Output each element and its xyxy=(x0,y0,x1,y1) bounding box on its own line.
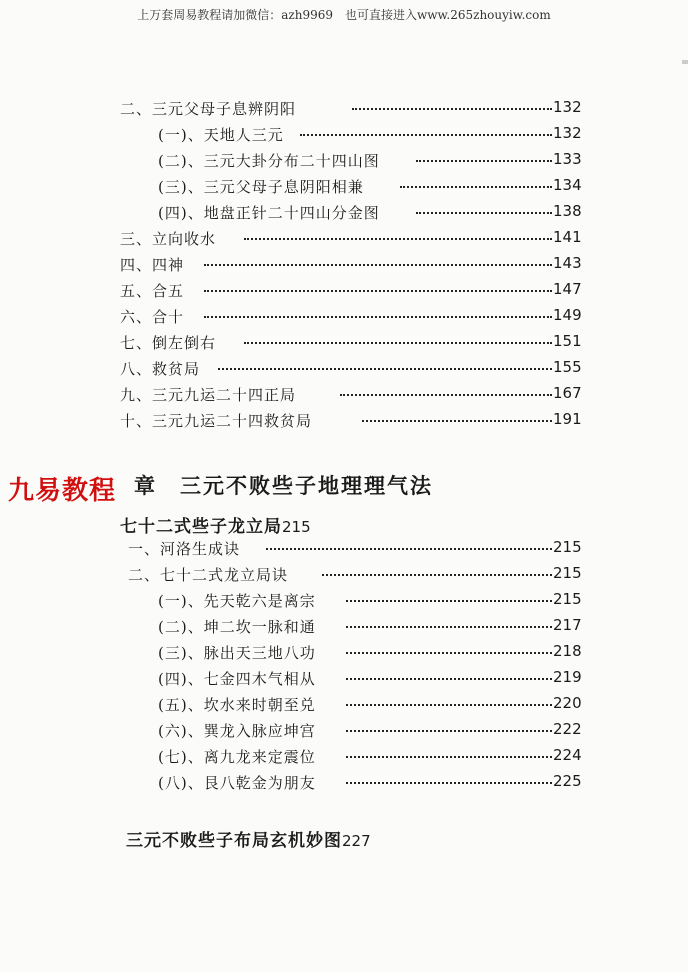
section-title-text: 三元不败些子布局玄机妙图 xyxy=(126,831,342,851)
toc-label: 十、三元九运二十四救贫局 xyxy=(120,412,313,430)
chapter-title: 章 三元不败些子地理理气法 xyxy=(134,474,433,498)
section-page: 227 xyxy=(342,832,371,850)
toc-page: 132 xyxy=(553,98,582,116)
toc-entry[interactable] xyxy=(0,642,688,664)
toc-entry[interactable] xyxy=(0,332,688,354)
toc-leader xyxy=(346,622,552,628)
toc-label: 二、三元父母子息辨阴阳 xyxy=(120,100,297,118)
toc-leader xyxy=(416,208,552,214)
toc-page: 222 xyxy=(553,720,582,738)
toc-label: 三、立向收水 xyxy=(120,230,217,248)
toc-leader xyxy=(266,544,552,550)
toc-page: 138 xyxy=(553,202,582,220)
toc-label: 四、四神 xyxy=(120,256,185,274)
toc-label: (六)、巽龙入脉应坤宫 xyxy=(158,722,316,740)
toc-entry[interactable] xyxy=(0,202,688,224)
toc-leader xyxy=(346,700,552,706)
toc-entry[interactable] xyxy=(0,668,688,690)
toc-entry[interactable] xyxy=(0,254,688,276)
toc-entry[interactable] xyxy=(0,150,688,172)
toc-label: 六、合十 xyxy=(120,308,185,326)
toc-page: 133 xyxy=(553,150,582,168)
toc-page: 220 xyxy=(553,694,582,712)
toc-page: 215 xyxy=(553,590,582,608)
toc-label: (一)、天地人三元 xyxy=(158,126,284,144)
toc-leader xyxy=(400,182,552,188)
toc-page: 218 xyxy=(553,642,582,660)
toc-leader xyxy=(204,312,552,318)
toc-entry[interactable] xyxy=(0,384,688,406)
toc-entry[interactable] xyxy=(0,772,688,794)
toc-entry[interactable] xyxy=(0,564,688,586)
toc-leader xyxy=(204,260,552,266)
page-header: 上万套周易教程请加微信：azh9969 也可直接进入www.265zhouyiw.com xyxy=(137,8,551,22)
toc-label: (二)、坤二坎一脉和通 xyxy=(158,618,316,636)
toc-entry[interactable] xyxy=(0,306,688,328)
toc-leader xyxy=(346,674,552,680)
toc-page: 191 xyxy=(553,410,582,428)
toc-page: 155 xyxy=(553,358,582,376)
toc-entry[interactable] xyxy=(0,124,688,146)
toc-label: (二)、三元大卦分布二十四山图 xyxy=(158,152,380,170)
toc-page: 141 xyxy=(553,228,582,246)
toc-entry[interactable] xyxy=(0,98,688,120)
toc-page: 167 xyxy=(553,384,582,402)
toc-label: 九、三元九运二十四正局 xyxy=(120,386,297,404)
toc-leader xyxy=(244,338,552,344)
toc-entry[interactable] xyxy=(0,280,688,302)
toc-entry[interactable] xyxy=(0,694,688,716)
toc-label: (八)、艮八乾金为朋友 xyxy=(158,774,316,792)
section-title xyxy=(126,826,371,851)
toc-leader xyxy=(416,156,552,162)
toc-leader xyxy=(346,778,552,784)
scan-edge-mark xyxy=(682,60,688,64)
toc-page: 215 xyxy=(553,564,582,582)
toc-label: (五)、坎水来时朝至兑 xyxy=(158,696,316,714)
toc-entry[interactable] xyxy=(0,720,688,742)
toc-entry[interactable] xyxy=(0,590,688,612)
section-title xyxy=(120,512,311,537)
toc-label: 五、合五 xyxy=(120,282,185,300)
toc-leader xyxy=(322,570,552,576)
toc-entry[interactable] xyxy=(0,746,688,768)
toc-leader xyxy=(346,596,552,602)
watermark-logo: 九易教程 xyxy=(8,476,117,506)
toc-page: 149 xyxy=(553,306,582,324)
section-title-text: 七十二式些子龙立局 xyxy=(120,517,282,537)
toc-label: 二、七十二式龙立局诀 xyxy=(128,566,289,584)
toc-entry[interactable] xyxy=(0,538,688,560)
toc-leader xyxy=(340,390,552,396)
toc-leader xyxy=(300,130,552,136)
toc-entry[interactable] xyxy=(0,228,688,250)
toc-label: (四)、地盘正针二十四山分金图 xyxy=(158,204,380,222)
toc-page: 132 xyxy=(553,124,582,142)
toc-leader xyxy=(346,648,552,654)
toc-label: (七)、离九龙来定震位 xyxy=(158,748,316,766)
toc-leader xyxy=(244,234,552,240)
toc-label: (三)、三元父母子息阴阳相兼 xyxy=(158,178,364,196)
toc-label: 七、倒左倒右 xyxy=(120,334,217,352)
toc-page: 143 xyxy=(553,254,582,272)
toc-entry[interactable] xyxy=(0,358,688,380)
toc-entry[interactable] xyxy=(0,176,688,198)
toc-entry[interactable] xyxy=(0,616,688,638)
toc-entry[interactable] xyxy=(0,410,688,432)
toc-leader xyxy=(218,364,552,370)
toc-page: 225 xyxy=(553,772,582,790)
toc-page: 134 xyxy=(553,176,582,194)
toc-page: 217 xyxy=(553,616,582,634)
toc-page: 151 xyxy=(553,332,582,350)
section-page: 215 xyxy=(282,518,311,536)
toc-page: 147 xyxy=(553,280,582,298)
toc-label: (四)、七金四木气相从 xyxy=(158,670,316,688)
toc-label: (一)、先天乾六是离宗 xyxy=(158,592,316,610)
toc-page: 215 xyxy=(553,538,582,556)
toc-leader xyxy=(346,726,552,732)
toc-label: 八、救贫局 xyxy=(120,360,201,378)
toc-label: 一、河洛生成诀 xyxy=(128,540,241,558)
toc-page: 219 xyxy=(553,668,582,686)
toc-leader xyxy=(204,286,552,292)
toc-leader xyxy=(362,416,552,422)
toc-leader xyxy=(346,752,552,758)
toc-page: 224 xyxy=(553,746,582,764)
toc-label: (三)、脉出天三地八功 xyxy=(158,644,316,662)
toc-leader xyxy=(352,104,552,110)
